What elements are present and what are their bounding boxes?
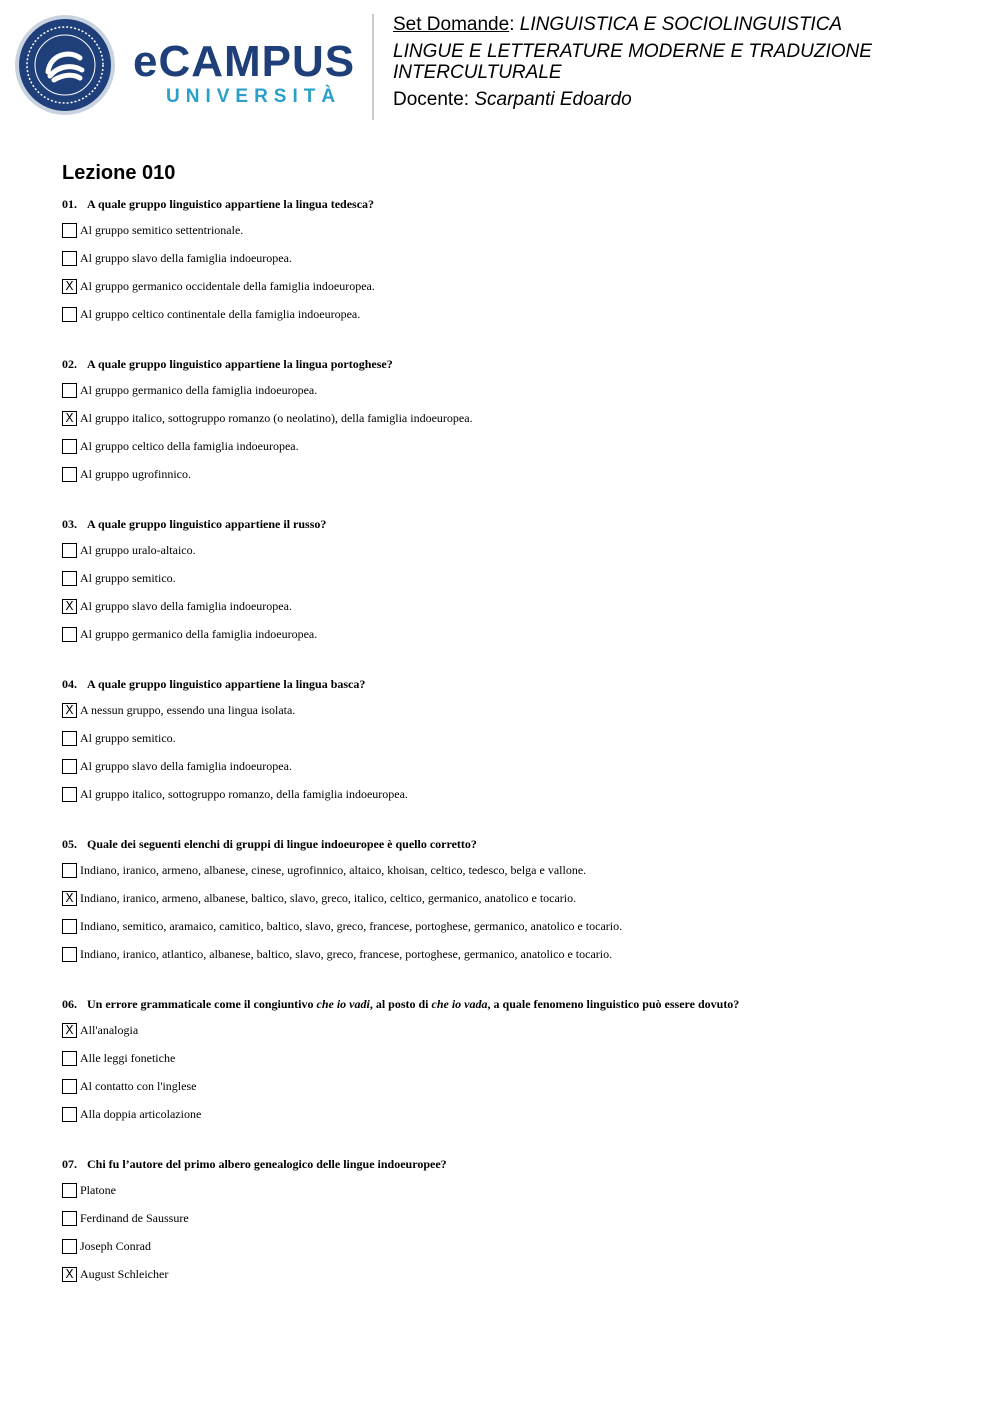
answer-option xyxy=(62,703,962,731)
answer-option xyxy=(62,1051,962,1079)
answer-checkbox[interactable] xyxy=(62,223,77,238)
answer-option xyxy=(62,307,962,335)
question-text-part: che io vada xyxy=(431,997,488,1011)
question-number: 01. xyxy=(62,197,77,211)
answer-option xyxy=(62,251,962,279)
answer-checkbox[interactable] xyxy=(62,1051,77,1066)
question-block xyxy=(62,196,962,335)
question-text-part: , a quale fenomeno linguistico può essere dovuto? xyxy=(487,997,740,1011)
answer-checkbox[interactable]: X xyxy=(62,703,77,718)
answer-option xyxy=(62,411,962,439)
answer-checkbox[interactable]: X xyxy=(62,599,77,614)
question-title xyxy=(62,676,962,692)
question-title xyxy=(62,196,962,212)
answer-checkbox[interactable] xyxy=(62,1239,77,1254)
answer-option xyxy=(62,599,962,627)
question-text-part: che io vadi xyxy=(316,997,370,1011)
answer-text: Al gruppo ugrofinnico. xyxy=(80,467,191,481)
answer-option xyxy=(62,467,962,495)
answer-text: Alla doppia articolazione xyxy=(80,1107,202,1121)
answer-option xyxy=(62,571,962,599)
answer-option xyxy=(62,627,962,655)
answer-option xyxy=(62,731,962,759)
answer-option xyxy=(62,223,962,251)
question-text: Chi fu l’autore del primo albero genealogico delle lingue indoeuropee? xyxy=(87,1157,447,1171)
answer-checkbox[interactable] xyxy=(62,787,77,802)
university-seal-logo xyxy=(14,14,116,116)
question-list xyxy=(62,196,962,1316)
question-text: A quale gruppo linguistico appartiene la lingua basca? xyxy=(87,677,366,691)
answer-checkbox[interactable] xyxy=(62,1183,77,1198)
answer-text: Al gruppo semitico. xyxy=(80,571,176,585)
question-block xyxy=(62,996,962,1135)
answer-option xyxy=(62,919,962,947)
answer-text: Al gruppo germanico della famiglia indoeuropea. xyxy=(80,627,318,641)
teacher-label: Docente: xyxy=(393,89,470,110)
answer-option xyxy=(62,1107,962,1135)
question-block xyxy=(62,1156,962,1295)
answer-text: Al gruppo celtico continentale della famiglia indoeuropea. xyxy=(80,307,361,321)
answer-checkbox[interactable] xyxy=(62,919,77,934)
answer-text: Al gruppo slavo della famiglia indoeuropea. xyxy=(80,599,292,613)
header-divider xyxy=(372,14,374,120)
question-text: A quale gruppo linguistico appartiene la lingua portoghese? xyxy=(87,357,393,371)
question-block xyxy=(62,836,962,975)
answer-checkbox[interactable] xyxy=(62,759,77,774)
question-title xyxy=(62,516,962,532)
course-line xyxy=(393,41,983,83)
teacher-line xyxy=(393,89,983,110)
answer-checkbox[interactable] xyxy=(62,863,77,878)
question-number: 02. xyxy=(62,357,77,371)
course-name: LINGUE E LETTERATURE MODERNE E TRADUZIONE INTERCULTURALE xyxy=(393,41,872,83)
question-title xyxy=(62,1156,962,1172)
question-number: 03. xyxy=(62,517,77,531)
brand-wordmark xyxy=(133,37,356,108)
answer-option xyxy=(62,891,962,919)
answer-option xyxy=(62,279,962,307)
question-text: Quale dei seguenti elenchi di gruppi di lingue indoeuropee è quello corretto? xyxy=(87,837,477,851)
answer-checkbox[interactable]: X xyxy=(62,411,77,426)
answer-option xyxy=(62,1267,962,1295)
question-text-part: , al posto di xyxy=(369,997,432,1011)
brand-subtitle: UNIVERSITÀ xyxy=(166,86,342,107)
answer-text: Indiano, iranico, armeno, albanese, baltico, slavo, greco, italico, celtico, germanico, anatolico e tocario. xyxy=(80,891,577,905)
answer-option xyxy=(62,1239,962,1267)
answer-text: Al gruppo semitico settentrionale. xyxy=(80,223,244,237)
answer-checkbox[interactable] xyxy=(62,627,77,642)
answer-text: Al gruppo slavo della famiglia indoeuropea. xyxy=(80,759,292,773)
answer-text: Al gruppo uralo-altaico. xyxy=(80,543,196,557)
answer-option xyxy=(62,947,962,975)
answer-checkbox[interactable] xyxy=(62,731,77,746)
question-block xyxy=(62,356,962,495)
answer-checkbox[interactable] xyxy=(62,1211,77,1226)
brand-name: eCAMPUS xyxy=(133,37,356,86)
question-title xyxy=(62,836,962,852)
question-title xyxy=(62,356,962,372)
question-block xyxy=(62,516,962,655)
question-title xyxy=(62,996,962,1012)
question-text-part: Un errore grammaticale come il congiuntivo xyxy=(87,997,317,1011)
answer-checkbox[interactable]: X xyxy=(62,1023,77,1038)
answer-option xyxy=(62,863,962,891)
answer-checkbox[interactable]: X xyxy=(62,1267,77,1282)
course-info xyxy=(393,14,983,116)
answer-text: Indiano, iranico, atlantico, albanese, baltico, slavo, greco, francese, portoghese, germanico, anatolico e tocario. xyxy=(80,947,613,961)
answer-text: Ferdinand de Saussure xyxy=(80,1211,189,1225)
answer-checkbox[interactable] xyxy=(62,543,77,558)
question-block xyxy=(62,676,962,815)
answer-checkbox[interactable] xyxy=(62,947,77,962)
question-number: 07. xyxy=(62,1157,77,1171)
answer-option xyxy=(62,543,962,571)
answer-checkbox[interactable] xyxy=(62,307,77,322)
answer-text: Al gruppo italico, sottogruppo romanzo, della famiglia indoeuropea. xyxy=(80,787,408,801)
question-text: A quale gruppo linguistico appartiene il russo? xyxy=(87,517,327,531)
answer-option xyxy=(62,1211,962,1239)
answer-text: A nessun gruppo, essendo una lingua isolata. xyxy=(80,703,296,717)
answer-text: Indiano, semitico, aramaico, camitico, baltico, slavo, greco, francese, portoghese, germanico, anatolico e tocario. xyxy=(80,919,623,933)
answer-text: Joseph Conrad xyxy=(80,1239,151,1253)
set-title: LINGUISTICA E SOCIOLINGUISTICA xyxy=(519,14,843,35)
set-label: Set Domande xyxy=(393,14,510,35)
question-text: A quale gruppo linguistico appartiene la lingua tedesca? xyxy=(87,197,375,211)
answer-option xyxy=(62,787,962,815)
question-number: 05. xyxy=(62,837,77,851)
lesson-title: Lezione 010 xyxy=(62,162,176,184)
page-header xyxy=(0,0,1000,130)
answer-text: August Schleicher xyxy=(80,1267,169,1281)
answer-option xyxy=(62,439,962,467)
answer-checkbox[interactable] xyxy=(62,467,77,482)
answer-text: Al contatto con l'inglese xyxy=(80,1079,197,1093)
teacher-name: Scarpanti Edoardo xyxy=(474,89,632,110)
answer-text: Platone xyxy=(80,1183,116,1197)
answer-checkbox[interactable] xyxy=(62,439,77,454)
answer-checkbox[interactable] xyxy=(62,251,77,266)
answer-option xyxy=(62,1023,962,1051)
answer-text: Al gruppo germanico della famiglia indoeuropea. xyxy=(80,383,318,397)
question-number: 06. xyxy=(62,997,77,1011)
answer-option xyxy=(62,1183,962,1211)
answer-text: Indiano, iranico, armeno, albanese, cinese, ugrofinnico, altaico, khoisan, celtico, tedesco, belga e vallone. xyxy=(80,863,587,877)
question-number: 04. xyxy=(62,677,77,691)
answer-text: Al gruppo germanico occidentale della famiglia indoeuropea. xyxy=(80,279,375,293)
answer-text: Al gruppo slavo della famiglia indoeuropea. xyxy=(80,251,292,265)
answer-option xyxy=(62,759,962,787)
answer-text: Al gruppo semitico. xyxy=(80,731,176,745)
answer-checkbox[interactable]: X xyxy=(62,891,77,906)
answer-option xyxy=(62,1079,962,1107)
answer-checkbox[interactable] xyxy=(62,383,77,398)
answer-text: Alle leggi fonetiche xyxy=(80,1051,176,1065)
answer-text: Al gruppo celtico della famiglia indoeuropea. xyxy=(80,439,299,453)
answer-checkbox[interactable] xyxy=(62,1079,77,1094)
set-line: Set Domande: LINGUISTICA E SOCIOLINGUISTICA xyxy=(393,14,843,35)
answer-text: All'analogia xyxy=(80,1023,139,1037)
answer-text: Al gruppo italico, sottogruppo romanzo (o neolatino), della famiglia indoeuropea. xyxy=(80,411,473,425)
answer-checkbox[interactable] xyxy=(62,571,77,586)
answer-option xyxy=(62,383,962,411)
answer-checkbox[interactable]: X xyxy=(62,279,77,294)
answer-checkbox[interactable] xyxy=(62,1107,77,1122)
